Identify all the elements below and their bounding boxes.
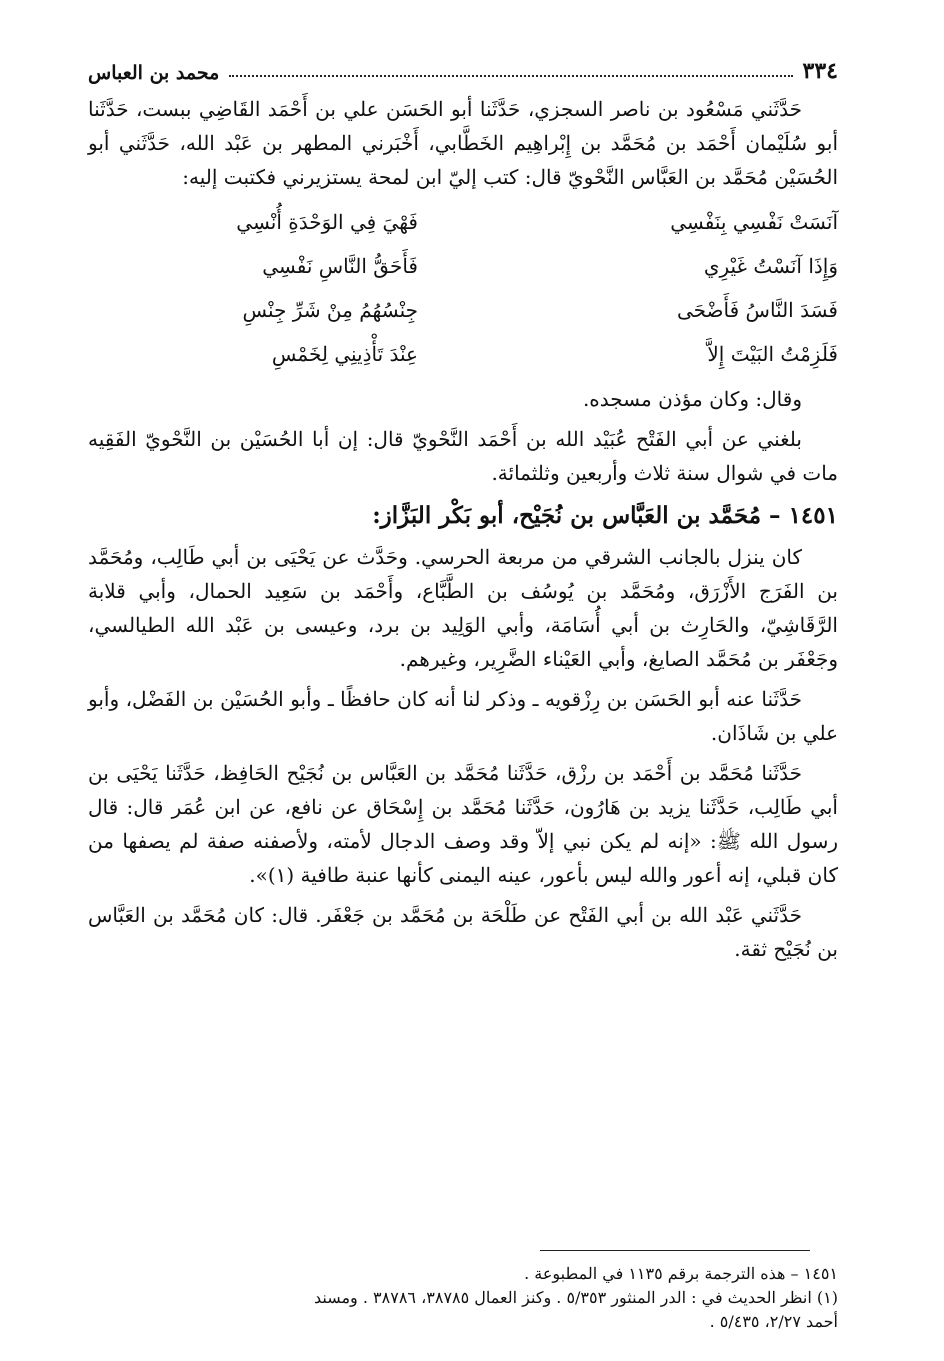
- footnote-line: (١) انظر الحديث في : الدر المنثور ٥/٣٥٣ . وكنز العمال ٣٨٧٨٥، ٣٨٧٨٦ . ومسند: [313, 1288, 838, 1307]
- verse-second-hemistich: عِنْدَ تَأْذِينِي لِخَمْسِ: [271, 342, 418, 366]
- paragraph-7: حَدَّثَني عَبْد الله بن أبي الفَتْح عن طَلْحَة بن مُحَمَّد بن جَعْفَر. قال: كان مُحَمَّد بن العَبَّاس بن نُجَيْح ثقة.: [88, 903, 838, 961]
- header-leader-dots: [229, 75, 792, 77]
- poem-verse: [88, 244, 838, 288]
- paragraph-6: حَدَّثَنا مُحَمَّد بن أَحْمَد بن رزْق، حَدَّثَنا مُحَمَّد بن العَبَّاس بن نُجَيْح الحَافِظ، حَدَّثَنا يَحْيَى بن أبي طَالِب، حَدَّثَنا يزيد بن هَارُون، حَدَّثَنا مُحَمَّد بن إِسْحَاق عن نافع، عن ابن عُمَر قال: قال رسول الله ﷺ: «إنه لم يكن نبي إلاّ وقد وصف الدجال لأمته، ولأصفنه صفة لم يصفها من كان قبلي، إنه أعور والله ليس بأعور، عينه اليمنى كأنها عنبة طافية (١)».: [88, 761, 838, 887]
- verse-first-hemistich: وَإِذَا آنَسْتُ غَيْرِي: [703, 254, 838, 278]
- main-text: [88, 92, 838, 972]
- paragraph-3: بلغني عن أبي الفَتْح عُبَيْد الله بن أَحْمَد النَّحْويّ قال: إن أبا الحُسَيْن بن النَّحْويّ الفَقِيه مات في شوال سنة ثلاث وأربعين وثلثمائة.: [88, 427, 838, 485]
- footnotes: [68, 1262, 838, 1334]
- poem-verse: [88, 200, 838, 244]
- footnote-divider: [540, 1250, 810, 1251]
- verse-first-hemistich: فَسَدَ النَّاسُ فَأَضْحَى: [676, 298, 838, 322]
- entry-heading: ١٤٥١ – مُحَمَّد بن العَبَّاس بن نُجَيْح، أبو بَكْر البَزَّاز:: [372, 502, 838, 529]
- footnote-line: أحمد ٢/٢٧، ٥/٤٣٥ .: [709, 1312, 838, 1331]
- page-header: [88, 50, 838, 84]
- paragraph-4: كان ينزل بالجانب الشرقي من مربعة الحرسي. وحَدَّث عن يَحْيَى بن أبي طَالِب، ومُحَمَّد بن الفَرَج الأَزْرَق، ومُحَمَّد بن يُوسُف بن الطَّبَّاع، وأَحْمَد بن سَعِيد الحمال، وأبي قلابة الرَّقَاشِيّ، والحَارِث بن أبي أُسَامَة، وأبي الوَلِيد بن برد، وعيسى بن عَبْد الله الطيالسي، وجَعْفَر بن مُحَمَّد الصايغ، وأبي العَيْناء الضَّرِير، وغيرهم.: [88, 545, 838, 671]
- verse-first-hemistich: آنَسَتْ نَفْسِي بِنَفْسِي: [670, 210, 838, 234]
- paragraph-5: حَدَّثَنا عنه أبو الحَسَن بن رِزْقويه ـ وذكر لنا أنه كان حافظًا ـ وأبو الحُسَيْن بن الفَضْل، وأبو علي بن شَاذَان.: [88, 687, 838, 745]
- verse-first-hemistich: فَلَزِمْتُ البَيْتَ إِلاَّ: [707, 342, 838, 366]
- verse-second-hemistich: فَأَحَقُّ النَّاسِ نَفْسِي: [262, 254, 418, 278]
- footnote-line: ١٤٥١ – هذه الترجمة برقم ١١٣٥ في المطبوعة .: [524, 1264, 838, 1283]
- verse-second-hemistich: جِنْسُهُمُ مِنْ شَرِّ جِنْسِ: [242, 298, 418, 322]
- poem: [88, 200, 838, 376]
- verse-second-hemistich: فَهْيَ فِي الوَحْدَةِ أُنْسِي: [236, 210, 418, 234]
- paragraph-2: وقال: وكان مؤذن مسجده.: [582, 387, 802, 411]
- poem-verse: [88, 288, 838, 332]
- page-number: ٣٣٤: [802, 58, 838, 84]
- running-head: محمد بن العباس: [88, 62, 220, 84]
- poem-verse: [88, 332, 838, 376]
- paragraph-1: حَدَّثَني مَسْعُود بن ناصر السجزي، حَدَّثَنا أبو الحَسَن علي بن أَحْمَد القَاضِي ببست، حَدَّثَنا أبو سُلَيْمان أَحْمَد بن مُحَمَّد بن إِبْراهِيم الخَطَّابي، أَخْبَرني المطهر بن عَبْد الله، حَدَّثَني أبو الحُسَيْن مُحَمَّد بن العَبَّاس النَّحْويّ قال: كتب إليّ ابن لمحة يستزيرني فكتبت إليه:: [88, 97, 838, 189]
